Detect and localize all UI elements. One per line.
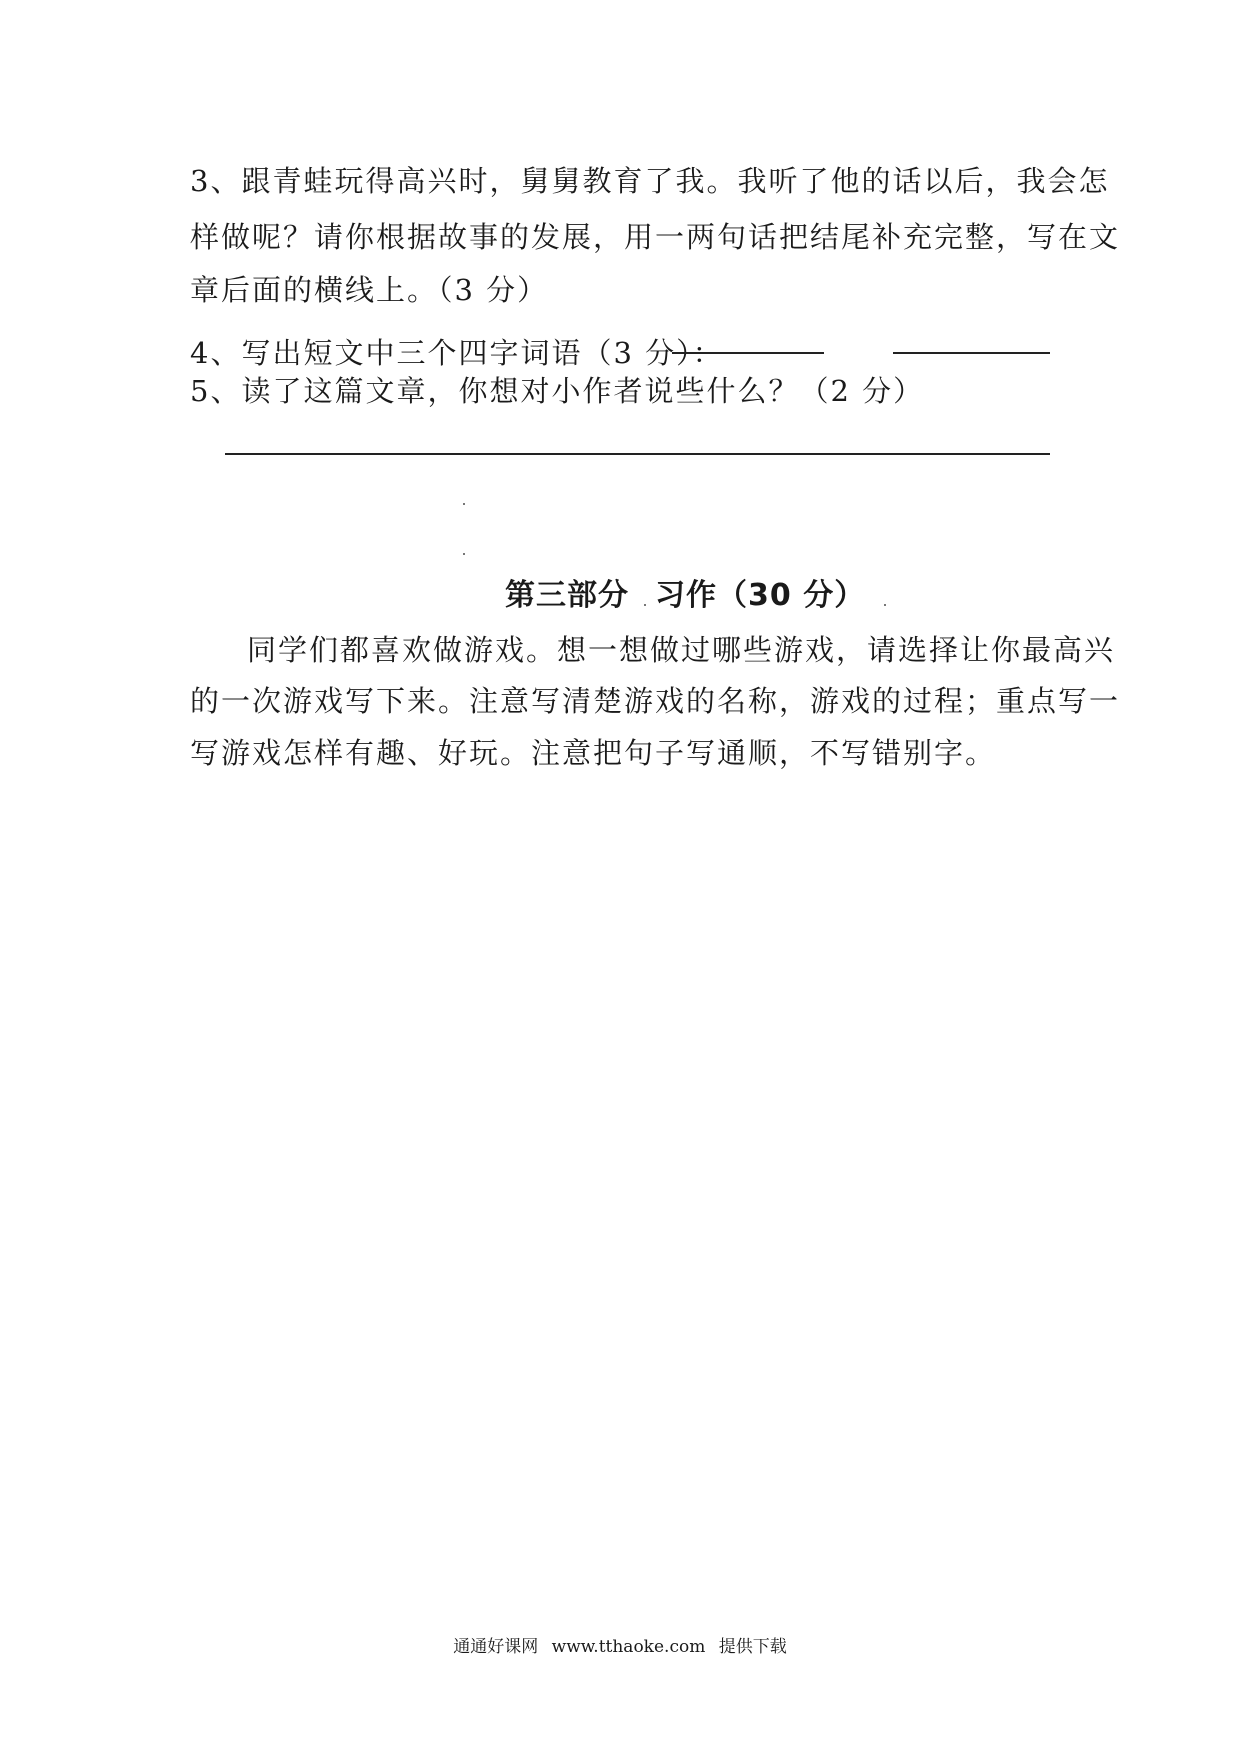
question-3-line-1: 3、跟青蛙玩得高兴时，舅舅教育了我。我听了他的话以后，我会怎 [190, 164, 1110, 198]
question-5-prompt: 5、读了这篇文章，你想对小作者说些什么？（2 分） [190, 374, 925, 408]
scan-speck [463, 553, 465, 555]
question-3-line-3: 章后面的横线上。（3 分） [190, 273, 549, 307]
question-3-line-2: 样做呢？请你根据故事的发展，用一两句话把结尾补充完整，写在文 [190, 220, 1121, 254]
scan-speck [463, 503, 465, 505]
composition-prompt-line-3: 写游戏怎样有趣、好玩。注意把句子写通顺，不写错别字。 [190, 736, 997, 770]
section-title [505, 578, 865, 614]
answer-blank-1[interactable] [672, 352, 824, 354]
footer-site-name: 通通好课网 [453, 1637, 539, 1657]
section-title-part: 第三部分 [505, 578, 629, 613]
section-title-topic: 习作（30 分） [655, 578, 866, 613]
scan-speck [884, 604, 886, 606]
footer-url[interactable]: www.tthaoke.com [551, 1637, 706, 1657]
composition-prompt-line-1: 同学们都喜欢做游戏。想一想做过哪些游戏，请选择让你最高兴 [247, 633, 1116, 667]
footer [0, 1636, 1240, 1658]
answer-line-q5[interactable] [225, 453, 1050, 455]
question-4-prompt: 4、写出短文中三个四字词语（3 分）： [190, 336, 724, 370]
footer-suffix: 提供下载 [718, 1637, 787, 1657]
composition-prompt-line-2: 的一次游戏写下来。注意写清楚游戏的名称，游戏的过程；重点写一 [190, 684, 1121, 718]
answer-blank-2[interactable] [893, 352, 1050, 354]
